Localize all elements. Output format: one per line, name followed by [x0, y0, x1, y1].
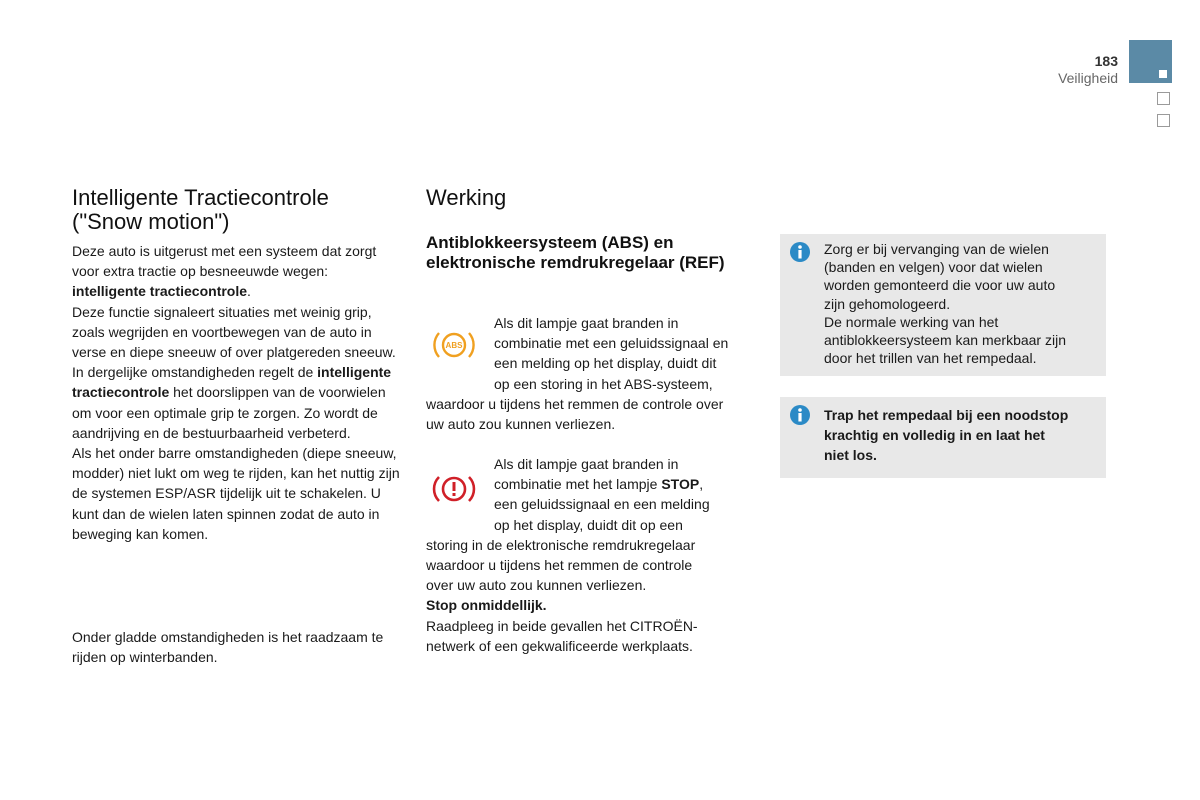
info-icon	[790, 242, 810, 262]
paragraph: Als het onder barre omstandigheden (diepe sneeuw, modder) niet lukt om weg te rijden, kan het nuttig zijn de systemen ESP/ASR tijdelijk uit te schakelen. U kunt dan de wielen laten spinnen zodat de auto in beweging kan komen.	[72, 445, 400, 542]
section-marker-empty	[1157, 92, 1170, 105]
info-icon	[790, 405, 810, 425]
emergency-stop-info-box	[780, 397, 1106, 478]
section-tab	[1129, 40, 1172, 83]
ref-warning-text: Als dit lampje gaat branden in combinatie met het lampje STOP, een geluidssignaal en een melding op het display, duidt dit op een storing in de elektronische remdrukregelaar waardoor u tijdens het remmen de controle over uw auto zou kunnen verliezen. Stop onmiddellijk. Raadpleeg in beide gevallen het CITROËN- netwerk of een gekwalificeerde werkplaats.	[426, 454, 751, 656]
info-text: Zorg er bij vervanging van de wielen (banden en velgen) voor dat wielen worden gemonteerd die voor uw auto zijn gehomologeerd. De normale werking van het antiblokkeersysteem kan merkbaar zijn door het trillen van het rempedaal.	[824, 241, 1066, 367]
info-text: Trap het rempedaal bij een noodstop krachtig en volledig in en laat het niet los.	[824, 407, 1069, 464]
abs-ref-subtitle: Antiblokkeersysteem (ABS) en elektronische remdrukregelaar (REF)	[426, 233, 725, 272]
title-line: Intelligente Tractiecontrole	[72, 185, 329, 210]
page-number: 183	[1094, 53, 1118, 69]
winter-tyres-tip: Onder gladde omstandigheden is het raadzaam te rijden op winterbanden.	[72, 629, 384, 666]
section-marker-empty	[1157, 114, 1170, 127]
abs-icon-text: ABS	[445, 341, 463, 350]
operation-title: Werking	[426, 185, 507, 210]
paragraph: In dergelijke omstandigheden regelt de intelligente tractiecontrole het doorslippen van de voorwielen om voor een optimale grip te zorgen. Zo wordt de aandrijving en de bestuurbaarheid verbeterd.	[72, 364, 392, 441]
tab-marker	[1159, 70, 1167, 78]
stop-label: STOP	[661, 476, 700, 493]
wheel-replacement-info-box	[780, 234, 1106, 376]
bold-term: intelligente tractiecontrole	[72, 283, 248, 300]
paragraph: Deze auto is uitgerust met een systeem dat zorgt voor extra tractie op besneeuwde wegen: intelligente tractiecontrole.	[72, 243, 377, 300]
abs-warning-text: Als dit lampje gaat branden in combinatie met een geluidssignaal en een melding op het display, duidt dit op een storing in het ABS-systeem, waardoor u tijdens het remmen de controle over uw auto zou kunnen verliezen.	[426, 315, 729, 433]
paragraph: Deze functie signaleert situaties met weinig grip, zoals wegrijden en voortbewegen van de auto in verse en diepe sneeuw of over platgereden sneeuw.	[72, 303, 396, 361]
stop-immediately: Stop onmiddellijk.	[426, 597, 547, 614]
traction-control-title	[72, 186, 402, 234]
bold-term: intelligente tractiecontrole	[72, 364, 392, 401]
traction-control-body	[72, 241, 402, 544]
title-line: ("Snow motion")	[72, 209, 230, 234]
section-name: Veiligheid	[1058, 70, 1118, 86]
